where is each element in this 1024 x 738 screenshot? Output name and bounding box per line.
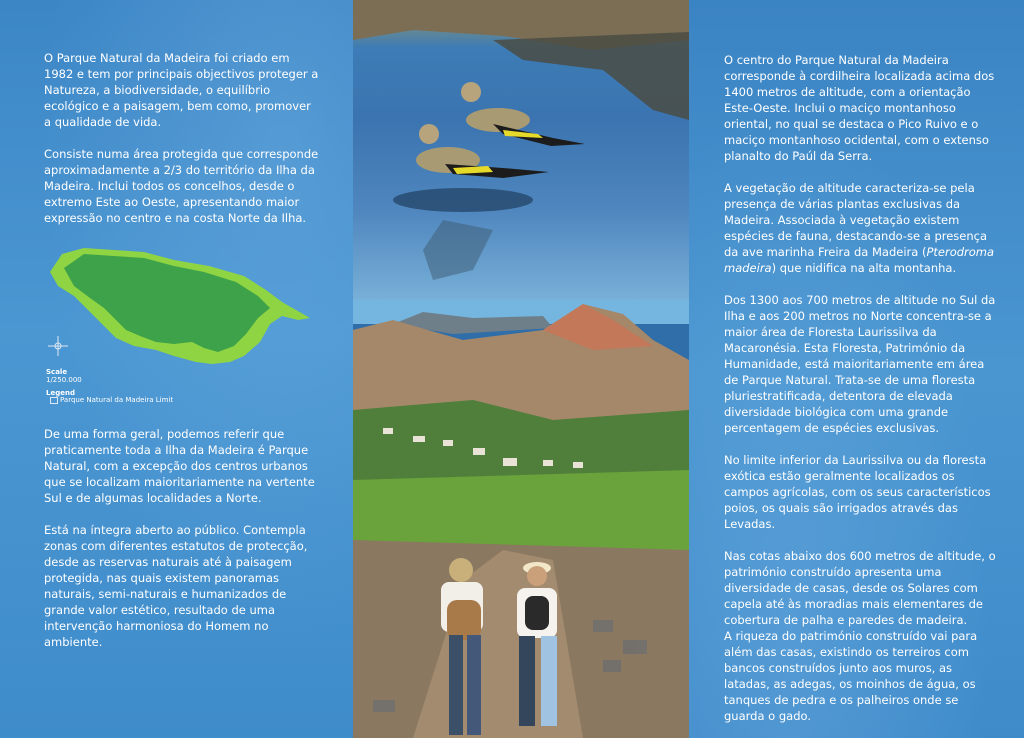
map-legend-swatch: [50, 397, 58, 404]
map-scale-value: 1/250.000: [46, 376, 82, 384]
details-paragraph-5a: Nas cotas abaixo dos 600 metros de altitude, o património construído apresenta uma diversidade de casas, desde os Solares com capela até às moradias mais elementares de cobertura de palha e paredes de madeira.: [724, 549, 996, 627]
details-paragraph-1: O centro do Parque Natural da Madeira corresponde à cordilheira localizada acima dos 1400 metros de altitude, com a orientação Este-Oeste. Inclui o maciço montanhoso oriental, no qual se destaca o Pico Ruivo e o maciço montanhoso ocidental, com o extenso planalto do Paúl da Serra.: [724, 53, 995, 163]
birds-illustration: [353, 0, 689, 300]
left-panel: [0, 0, 353, 738]
landscape-illustration: [353, 300, 689, 738]
photo-panel: [353, 0, 689, 738]
compass-rose-icon: [48, 336, 68, 356]
details-paragraph-2: [724, 180, 999, 276]
details-paragraph-5b: A riqueza do património construído vai para além das casas, existindo os terreiros com bancos construídos junto aos muros, as latadas, as adegas, os moinhos de água, os tanques de pedra e os palheiros onde se guarda o gado.: [724, 629, 978, 723]
map-scale-label: Scale: [46, 368, 68, 376]
map-legend-label: Legend: [46, 389, 75, 397]
intro-paragraph-2: Consiste numa área protegida que corresponde aproximadamente a 2/3 do território da Ilha da Madeira. Inclui todos os concelhos, desde o extremo Este ao Oeste, apresentando maior expressão no centro e na costa Norte da Ilha.: [44, 147, 319, 225]
overview-paragraph-1: De uma forma geral, podemos referir que praticamente toda a Ilha da Madeira é Parque Natural, com a excepção dos centros urbanos que se localizam maioritariamente na vertente Sul e de algumas localidades a Norte.: [44, 427, 315, 505]
overview-text-block: [44, 426, 319, 666]
right-panel: [689, 0, 1024, 738]
madeira-park-map: [44, 246, 316, 406]
details-paragraph-2-end: ) que nidifica na alta montanha.: [771, 261, 957, 275]
landscape-hikers-photo: [353, 300, 689, 738]
overview-paragraph-2: Está na íntegra aberto ao público. Contempla zonas com diferentes estatutos de protecção, desde as reservas naturais até à paisagem protegida, nas quais existem panoramas naturais, semi-naturais e humanizados de grande valor estético, resultado de uma intervenção harmoniosa do Homem no ambiente.: [44, 523, 308, 649]
goldfinch-photo: [353, 0, 689, 300]
details-text-block: [724, 52, 999, 724]
bird-icon: [416, 124, 549, 178]
details-paragraph-2-start: A vegetação de altitude caracteriza-se pela presença de várias plantas exclusivas da Madeira. Associada à vegetação existem espécies de fauna, destacando-se a presença da ave marinha Freira da Madeira (: [724, 181, 988, 259]
details-paragraph-3: Dos 1300 aos 700 metros de altitude no Sul da Ilha e aos 200 metros no Norte concentra-se a maior área de Floresta Laurissilva da Macaronésia. Esta Floresta, Património da Humanidade, está maioritariamente em área de Parque Natural. Trata-se de uma floresta pluriestratificada, detentora de elevada diversidade biológica com uma grande percentagem de espécies exclusivas.: [724, 293, 996, 435]
intro-paragraph-1: O Parque Natural da Madeira foi criado em 1982 e tem por principais objectivos proteger a Natureza, a biodiversidade, o equilíbrio ecológico e a paisagem, bem como, promover a qualidade de vida.: [44, 51, 319, 129]
intro-text-block: [44, 50, 319, 242]
map-legend-item: Parque Natural da Madeira Limit: [60, 396, 174, 404]
bird-icon: [461, 82, 585, 146]
details-paragraph-5: [724, 548, 999, 724]
details-paragraph-4: No limite inferior da Laurissilva ou da floresta exótica estão geralmente localizados os campos agrícolas, com os seus característicos poios, os quais são irrigados através das Levadas.: [724, 453, 991, 531]
species-name: Pterodroma madeira: [724, 245, 995, 275]
